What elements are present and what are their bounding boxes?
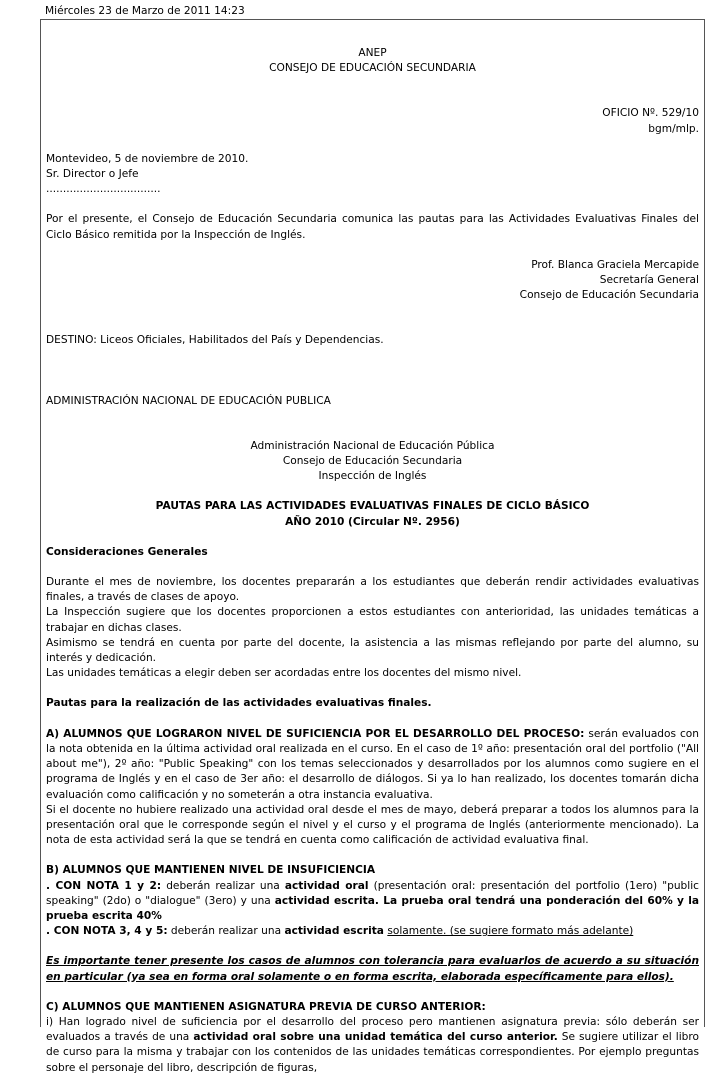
destino-line: DESTINO: Liceos Oficiales, Habilitados del País y Dependencias. <box>46 334 384 347</box>
nota-3-4-5-label: . CON NOTA 3, 4 y 5: <box>46 925 168 938</box>
addressee: Sr. Director o Jefe <box>46 168 139 181</box>
section-c-text-2: Se sugiere utilizar el libro de curso para la misma y trabajar con los contenidos de las unidades temáticas correspondientes. Por ejemplo preguntas sobre el personaje del libro, descripción de figuras, <box>46 1031 700 1074</box>
intro-paragraph: Por el presente, el Consejo de Educación Secundaria comunica las pautas para las Actividades Evaluativas Finales del Ciclo Básico remitida por la Inspección de Inglés. <box>46 213 699 241</box>
oficio-block <box>46 106 699 136</box>
signature-org: Consejo de Educación Secundaria <box>519 289 699 302</box>
document-title <box>46 499 699 529</box>
print-datetime: Miércoles 23 de Marzo de 2011 14:23 <box>45 5 245 17</box>
guidelines-heading: Pautas para la realización de las actividades evaluativas finales. <box>46 697 432 710</box>
frame-top-border <box>41 19 704 20</box>
considerations-p4: Las unidades temáticas a elegir deben ser acordadas entre los docentes del mismo nivel. <box>46 667 522 680</box>
section-b-nota-3-4-5 <box>46 924 699 939</box>
letterhead <box>46 46 699 76</box>
frame-right-border <box>704 19 705 1027</box>
nota-1-2-text: deberán realizar una <box>161 879 285 892</box>
section-a-title: A) ALUMNOS QUE LOGRARON NIVEL DE SUFICIENCIA POR EL DESARROLLO DEL PROCESO: <box>46 727 585 740</box>
frame-left-border <box>40 19 41 1027</box>
nota-3-4-5-text: deberán realizar una <box>167 925 285 938</box>
document-title-line-1: PAUTAS PARA LAS ACTIVIDADES EVALUATIVAS FINALES DE CICLO BÁSICO <box>155 500 590 513</box>
nota-3-4-5-written: actividad escrita <box>284 925 384 938</box>
letterhead-anep: ANEP <box>358 47 387 59</box>
signature-name: Prof. Blanca Graciela Mercapide <box>531 258 699 271</box>
addressee-dots: .................................. <box>46 183 161 196</box>
considerations-p2: La Inspección sugiere que los docentes proporcionen a estos estudiantes con anterioridad, las unidades temáticas a trabajar en dichas clases. <box>46 606 699 634</box>
section-a-paragraph-2: Si el docente no hubiere realizado una actividad oral desde el mes de mayo, deberá preparar a todos los alumnos para la presentación oral que le corresponde según el nivel y el curso y el programa de Inglés (anteriormente mencionado). La nota de esta actividad será la que se tendrá en cuenta como calificación de actividad evaluativa final. <box>46 803 699 847</box>
admin-line-3: Inspección de Inglés <box>318 470 427 483</box>
important-note: Es importante tener presente los casos de alumnos con tolerancia para evaluarlos de acuerdo a su situación en particular (ya sea en forma oral solamente o en forma escrita, elaborada específicamente para ellos). <box>46 955 699 983</box>
considerations-p3: Asimismo se tendrá en cuenta por parte del docente, la asistencia a las mismas reflejando por parte del alumno, su interés y dedicación. <box>46 636 699 665</box>
section-b-nota-1-2 <box>46 879 699 925</box>
signature-block <box>46 258 699 304</box>
oficio-number: OFICIO Nº. 529/10 <box>602 107 699 120</box>
section-c-title: C) ALUMNOS QUE MANTIENEN ASIGNATURA PREVIA DE CURSO ANTERIOR: <box>46 1000 486 1013</box>
admin-title: ADMINISTRACIÓN NACIONAL DE EDUCACIÓN PUBLICA <box>46 394 331 407</box>
document-content <box>46 46 699 1076</box>
section-a-paragraph <box>46 727 699 803</box>
considerations-heading: Consideraciones Generales <box>46 545 208 558</box>
considerations-p1: Durante el mes de noviembre, los docentes prepararán a los estudiantes que deberán rendir actividades evaluativas finales, a través de clases de apoyo. <box>46 576 699 604</box>
nota-1-2-weighting: actividad escrita. La prueba oral tendrá una ponderación del 60% y la prueba escrita 40% <box>46 894 699 922</box>
nota-1-2-label: . CON NOTA 1 y 2: <box>46 879 162 892</box>
section-c-text-1: i) Han logrado nivel de suficiencia por el desarrollo del proceso pero mantienen asignatura previa: sólo deberán ser evaluados a través de una <box>46 1015 699 1044</box>
section-c-paragraph <box>46 1015 699 1076</box>
nota-3-4-5-only: solamente. (se sugiere formato más adelante) <box>387 925 634 938</box>
nota-1-2-oral: actividad oral <box>284 879 369 892</box>
admin-line-2: Consejo de Educación Secundaria <box>282 455 463 468</box>
admin-block <box>46 439 699 485</box>
section-b-title: B) ALUMNOS QUE MANTIENEN NIVEL DE INSUFICIENCIA <box>46 864 376 877</box>
nota-1-2-text-2: (presentación oral: presentación del portfolio (1ero) "public speaking" (2do) o "dialogue" (3ero) y una <box>46 879 699 907</box>
section-c-oral: actividad oral sobre una unidad temática del curso anterior. <box>193 1031 558 1044</box>
letterhead-council: CONSEJO DE EDUCACIÓN SECUNDARIA <box>269 62 476 75</box>
place-date: Montevideo, 5 de noviembre de 2010. <box>46 152 249 165</box>
oficio-initials: bgm/mlp. <box>648 122 699 135</box>
signature-role: Secretaría General <box>599 274 699 287</box>
admin-line-1: Administración Nacional de Educación Pública <box>250 439 495 452</box>
section-a-body: serán evaluados con la nota obtenida en la última actividad oral realizada en el curso. En el caso de 1º año: presentación oral del portfolio ("All about me"), 2º año: "Public Speaking" con los temas seleccionados y desarrollados por los alumnos como sugiere en el programa de Inglés y en el caso de 3er año: el desarrollo de diálogos. Si ya lo han realizado, los docentes tomarán dicha evaluación como calificación y no someterán a otra instancia evaluativa. <box>46 727 699 801</box>
document-title-line-2: AÑO 2010 (Circular Nº. 2956) <box>285 515 460 528</box>
